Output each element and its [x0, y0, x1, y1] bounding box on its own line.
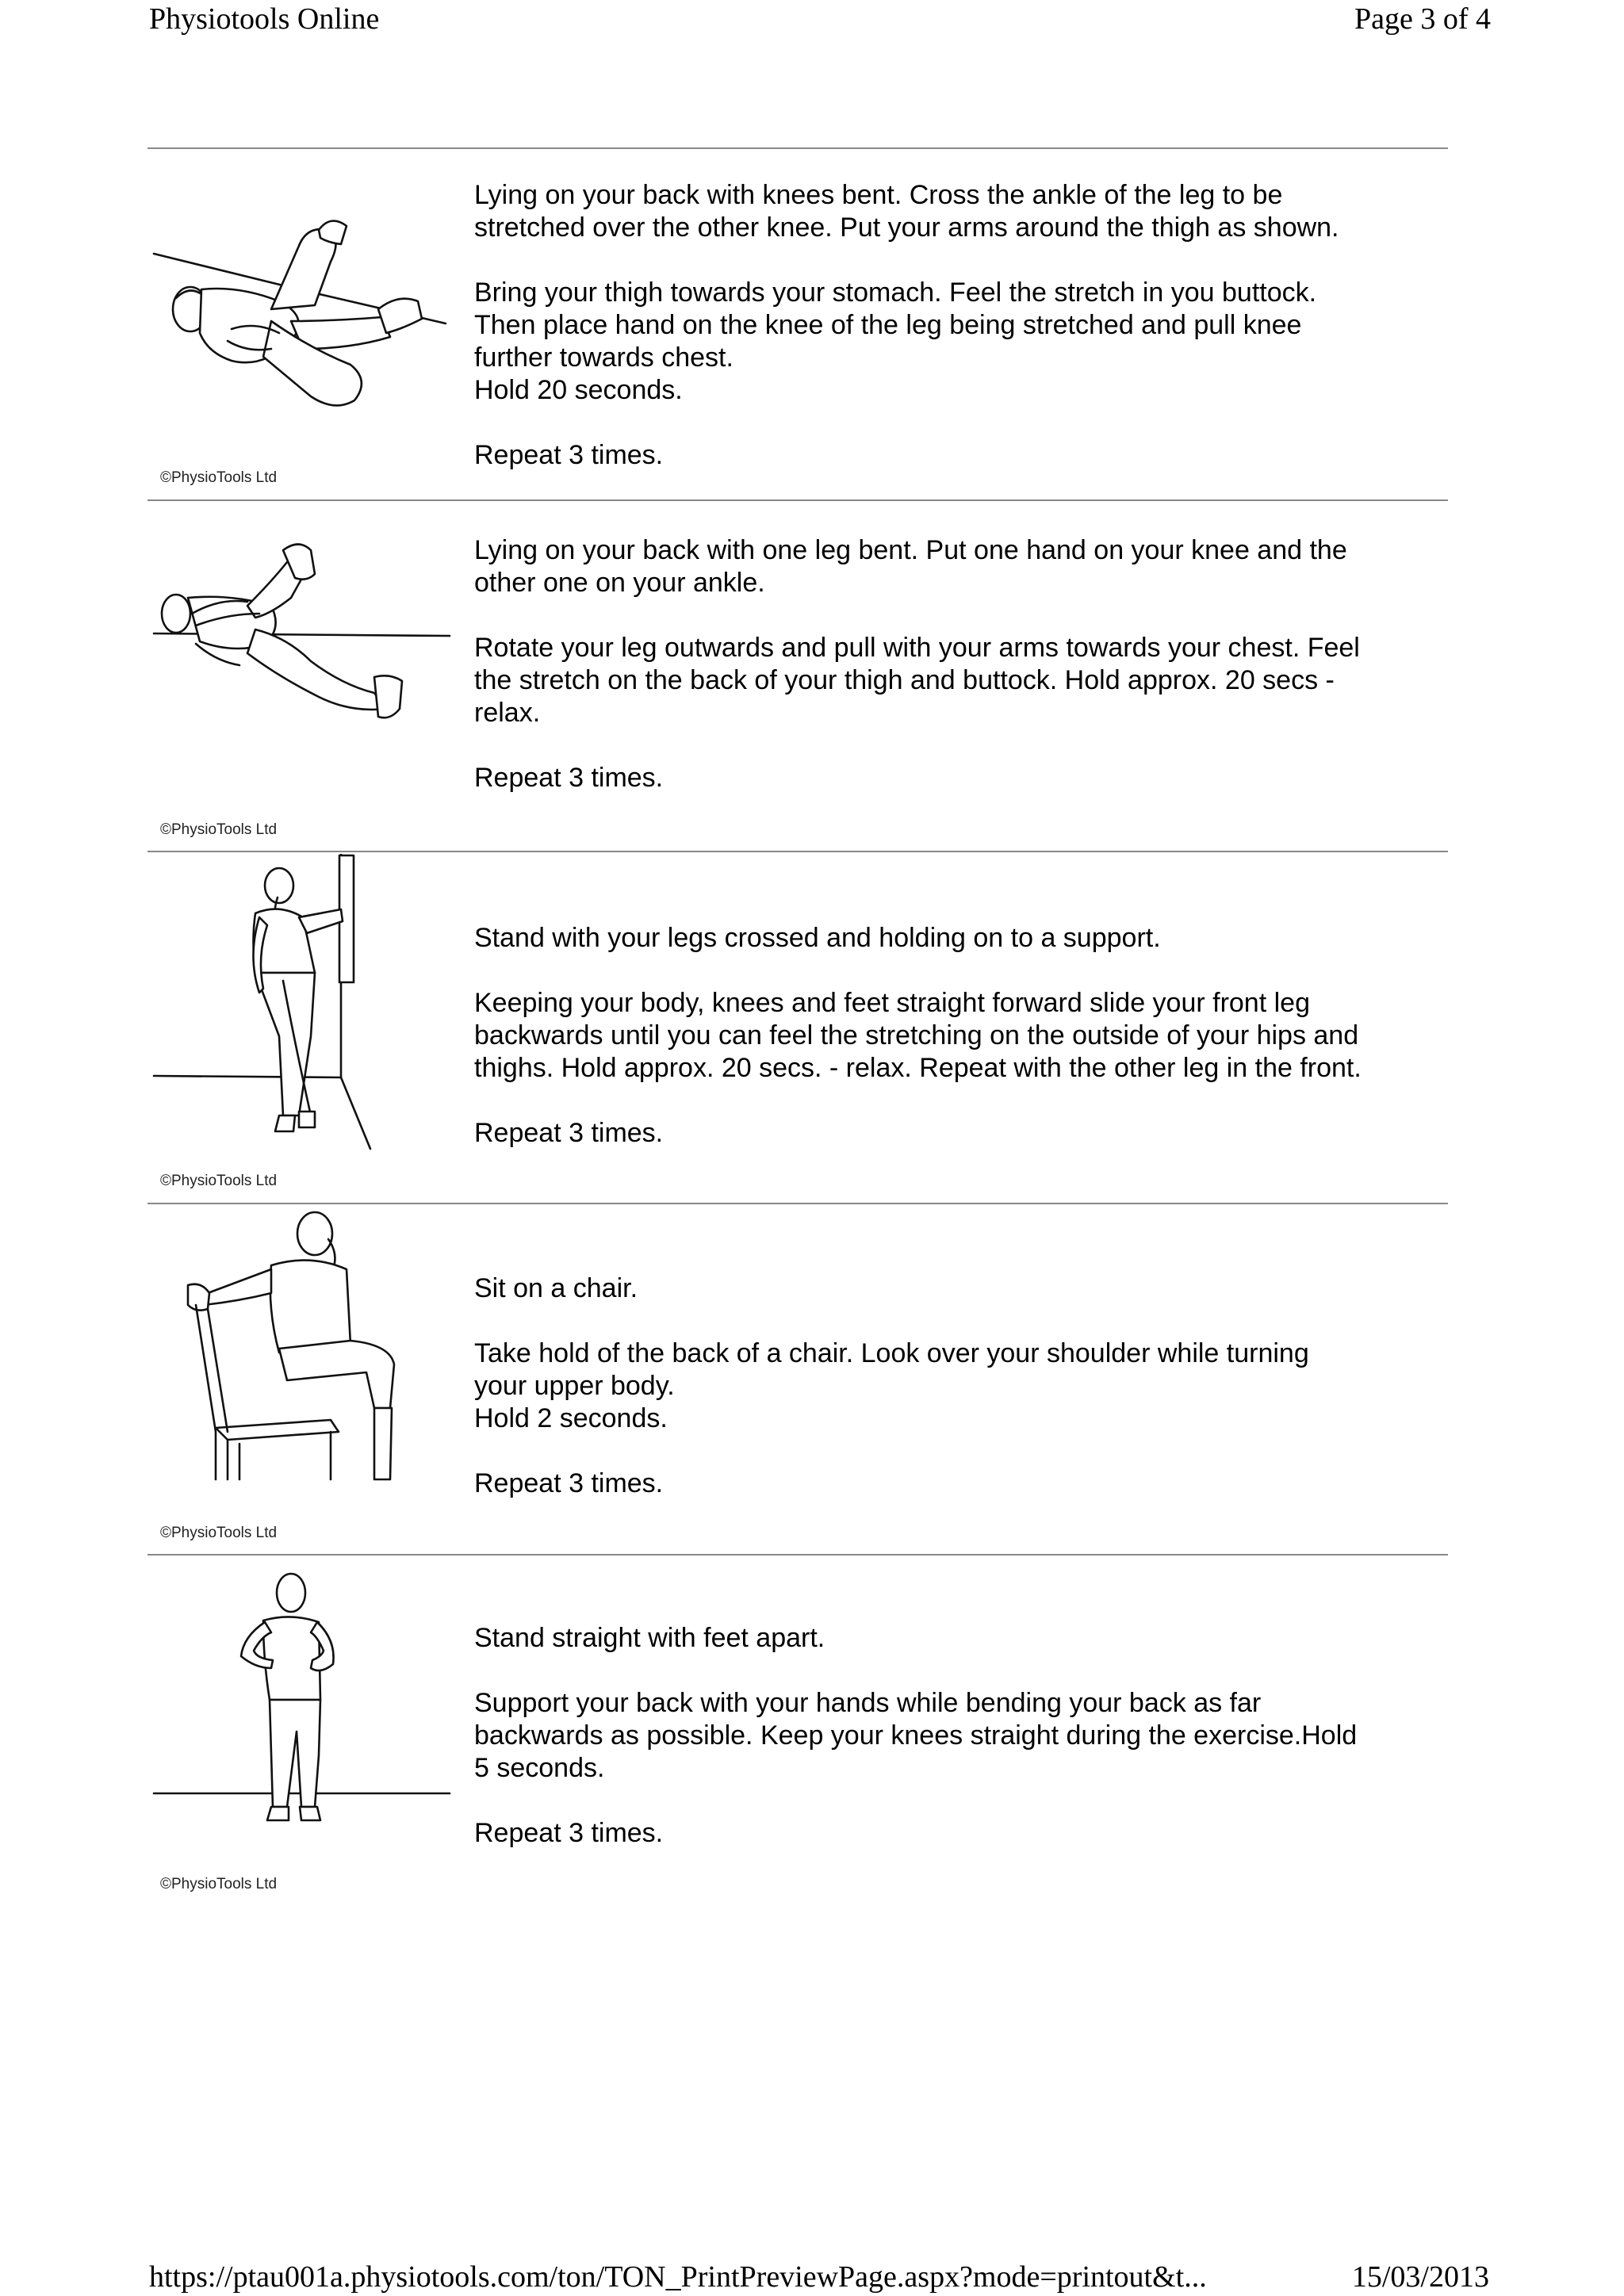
lying-leg-pull-figure-icon — [152, 503, 454, 851]
instruction-line: Bring your thigh towards your stomach. Feel the stretch in you buttock. — [474, 277, 1317, 308]
instruction-line: thighs. Hold approx. 20 secs. - relax. Repeat with the other leg in the front. — [474, 1053, 1362, 1083]
page-header-title: Physiotools Online — [149, 2, 380, 36]
exercise-illustration — [152, 1557, 454, 1906]
page-number: Page 3 of 4 — [1354, 2, 1491, 36]
repeat-text — [474, 762, 1442, 794]
exercise-illustration — [152, 854, 454, 1203]
instruction-paragraph — [474, 1337, 1442, 1435]
instruction-line: Sit on a chair. — [474, 1273, 638, 1303]
instruction-line: Repeat 3 times. — [474, 440, 664, 470]
instruction-line: Stand with your legs crossed and holding on to a support. — [474, 923, 1161, 953]
instruction-line: Hold 2 seconds. — [474, 1403, 668, 1433]
instruction-line: backwards until you can feel the stretching on the outside of your hips and — [474, 1020, 1359, 1050]
instruction-line: backwards as possible. Keep your knees straight during the exercise.Hold — [474, 1720, 1358, 1751]
instruction-paragraph — [474, 277, 1442, 407]
footer-url: https://ptau001a.physiotools.com/ton/TON_PrintPreviewPage.aspx?mode=printout&t... — [149, 2260, 1207, 2294]
copyright-text: ©PhysioTools Ltd — [160, 1173, 278, 1189]
exercise-instructions — [474, 179, 1442, 472]
seated-rotation-figure-icon — [152, 1206, 454, 1555]
exercise-illustration — [152, 503, 454, 851]
instruction-line: Take hold of the back of a chair. Look over your shoulder while turning — [474, 1338, 1309, 1368]
instruction-paragraph — [474, 179, 1442, 244]
repeat-text — [474, 1117, 1442, 1150]
instruction-line: Rotate your leg outwards and pull with your arms towards your chest. Feel — [474, 633, 1360, 663]
instruction-line: Repeat 3 times. — [474, 1818, 664, 1848]
exercise-instructions — [474, 1272, 1442, 1500]
exercise-item — [147, 854, 1448, 1203]
instruction-paragraph — [474, 1272, 1442, 1305]
repeat-text — [474, 1817, 1442, 1850]
instruction-line: your upper body. — [474, 1371, 675, 1401]
divider — [147, 147, 1448, 149]
instruction-line: Hold 20 seconds. — [474, 375, 683, 405]
instruction-line: relax. — [474, 698, 541, 728]
exercise-instructions — [474, 922, 1442, 1150]
instruction-paragraph — [474, 922, 1442, 955]
instruction-line: Stand straight with feet apart. — [474, 1623, 825, 1653]
repeat-text — [474, 439, 1442, 472]
instruction-line: the stretch on the back of your thigh and buttock. Hold approx. 20 secs - — [474, 665, 1335, 695]
instruction-line: Repeat 3 times. — [474, 763, 664, 793]
instruction-line: Then place hand on the knee of the leg being stretched and pull knee — [474, 310, 1302, 340]
copyright-text: ©PhysioTools Ltd — [160, 1876, 278, 1892]
standing-back-bend-figure-icon — [152, 1557, 454, 1906]
standing-leg-cross-figure-icon — [152, 854, 454, 1203]
footer-date: 15/03/2013 — [1351, 2260, 1489, 2294]
instruction-line: further towards chest. — [474, 342, 733, 373]
copyright-text: ©PhysioTools Ltd — [160, 821, 278, 838]
exercise-instructions — [474, 1622, 1442, 1850]
divider — [147, 1203, 1448, 1204]
instruction-line: Keeping your body, knees and feet straight forward slide your front leg — [474, 988, 1310, 1018]
instruction-line: other one on your ankle. — [474, 568, 765, 598]
instruction-line: Support your back with your hands while bending your back as far — [474, 1688, 1262, 1718]
repeat-text — [474, 1468, 1442, 1500]
exercise-item — [147, 1557, 1448, 1906]
instruction-line: Lying on your back with knees bent. Cross the ankle of the leg to be — [474, 180, 1283, 210]
exercise-illustration — [152, 151, 454, 499]
copyright-text: ©PhysioTools Ltd — [160, 1525, 278, 1541]
instruction-line: Repeat 3 times. — [474, 1118, 664, 1148]
exercise-item — [147, 1206, 1448, 1555]
instruction-paragraph — [474, 632, 1442, 729]
instruction-line: stretched over the other knee. Put your arms around the thigh as shown. — [474, 212, 1339, 243]
instruction-paragraph — [474, 1622, 1442, 1655]
instruction-paragraph — [474, 987, 1442, 1085]
instruction-line: 5 seconds. — [474, 1753, 605, 1783]
instruction-line: Repeat 3 times. — [474, 1468, 664, 1498]
instruction-paragraph — [474, 534, 1442, 599]
exercise-item — [147, 151, 1448, 499]
exercise-item — [147, 503, 1448, 851]
instruction-line: Lying on your back with one leg bent. Put one hand on your knee and the — [474, 535, 1347, 565]
lying-knee-cross-figure-icon — [152, 151, 454, 499]
copyright-text: ©PhysioTools Ltd — [160, 469, 278, 486]
exercise-illustration — [152, 1206, 454, 1555]
instruction-paragraph — [474, 1687, 1442, 1785]
exercise-instructions — [474, 534, 1442, 794]
divider — [147, 499, 1448, 501]
